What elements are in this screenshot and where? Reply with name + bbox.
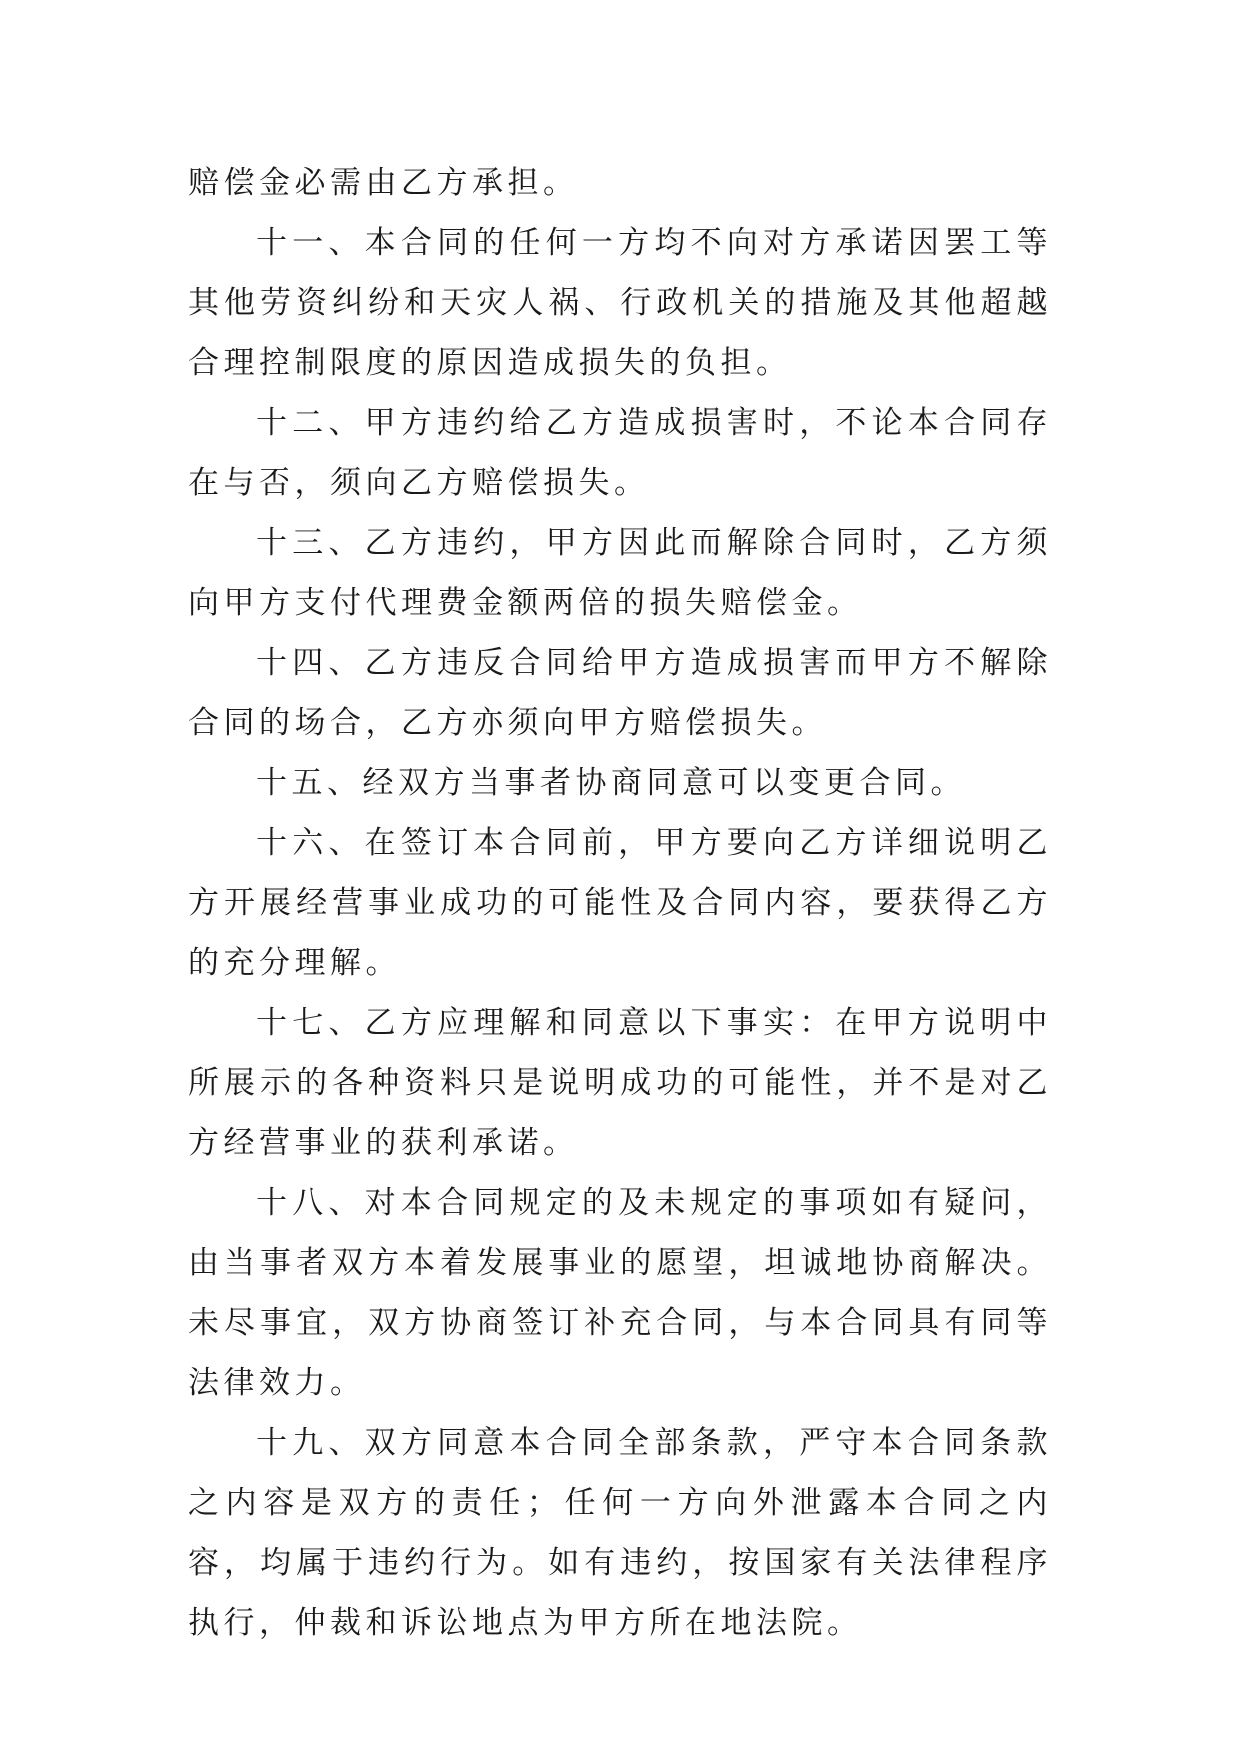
clause-18: 十八、对本合同规定的及未规定的事项如有疑问，由当事者双方本着发展事业的愿望，坦诚地协商解决。未尽事宜，双方协商签订补充合同，与本合同具有同等法律效力。	[188, 1185, 1052, 1401]
clause-13: 十三、乙方违约，甲方因此而解除合同时，乙方须向甲方支付代理费金额两倍的损失赔偿金。	[188, 525, 1052, 621]
clause-16: 十六、在签订本合同前，甲方要向乙方详细说明乙方开展经营事业成功的可能性及合同内容，要获得乙方的充分理解。	[188, 825, 1052, 981]
clause-17: 十七、乙方应理解和同意以下事实：在甲方说明中所展示的各种资料只是说明成功的可能性，并不是对乙方经营事业的获利承诺。	[188, 1005, 1052, 1161]
clause-15: 十五、经双方当事者协商同意可以变更合同。	[256, 765, 966, 801]
clause-12: 十二、甲方违约给乙方造成损害时，不论本合同存在与否，须向乙方赔偿损失。	[188, 405, 1052, 501]
clause-19: 十九、双方同意本合同全部条款，严守本合同条款之内容是双方的责任；任何一方向外泄露本合同之内容，均属于违约行为。如有违约，按国家有关法律程序执行，仲裁和诉讼地点为甲方所在地法院。	[188, 1425, 1052, 1641]
clause-11: 十一、本合同的任何一方均不向对方承诺因罢工等其他劳资纠纷和天灾人祸、行政机关的措施及其他超越合理控制限度的原因造成损失的负担。	[188, 225, 1052, 381]
paragraph-continuation: 赔偿金必需由乙方承担。	[188, 165, 579, 201]
document-body	[188, 153, 1052, 1653]
clause-14: 十四、乙方违反合同给甲方造成损害而甲方不解除合同的场合，乙方亦须向甲方赔偿损失。	[188, 645, 1052, 741]
